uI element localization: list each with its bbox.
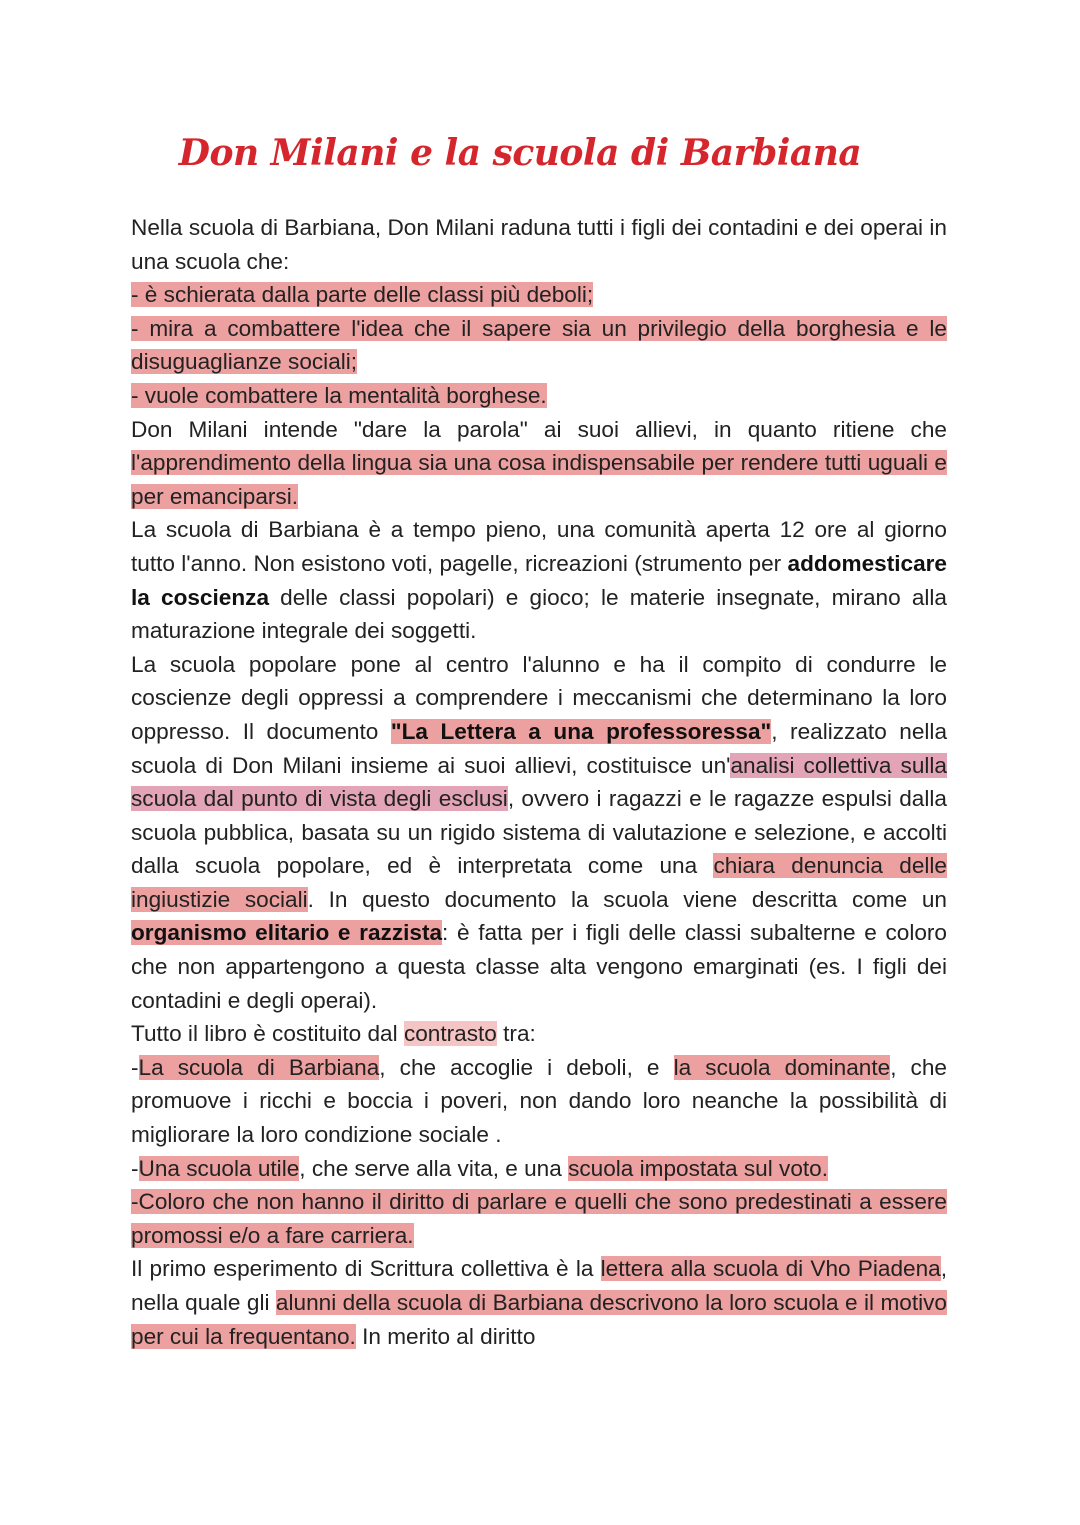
highlight-span: la scuola dominante <box>673 1054 891 1080</box>
highlight-span: Una scuola utile <box>138 1155 300 1181</box>
highlight-span: l'apprendimento della lingua sia una cosa indispensabile per rendere tutti uguali e per emanciparsi. <box>131 450 947 509</box>
bullet-highlight: - è schierata dalla parte delle classi più deboli; <box>131 282 594 308</box>
text-span: , nella quale gli <box>131 1256 947 1315</box>
text-span: . In questo documento la scuola viene descritta come un <box>307 886 947 912</box>
bullet-highlight: - mira a combattere l'idea che il sapere sia un privilegio della borghesia e le disuguaglianze sociali; <box>131 315 947 375</box>
text-span: Don Milani intende "dare la parola" ai suoi allievi, in quanto ritiene che <box>131 416 947 442</box>
text-span: , realizzato nella scuola di Don Milani insieme ai suoi allievi, costituisce un' <box>131 718 948 778</box>
text-span: , che serve alla vita, e una <box>299 1155 569 1181</box>
paragraph-scrittura-collettiva <box>131 1252 947 1353</box>
paragraph-contrast-3 <box>131 1185 947 1252</box>
text-span: - <box>131 1155 139 1181</box>
highlight-span: La scuola di Barbiana <box>138 1054 380 1080</box>
paragraph-dare-la-parola <box>131 413 947 514</box>
paragraph-tempo-pieno <box>131 513 947 647</box>
highlight-span: alunni della scuola di Barbiana descrivono la loro scuola e il motivo per cui la frequentano. <box>131 1290 947 1349</box>
document-body <box>131 211 947 1353</box>
text-span: Il primo esperimento di Scrittura collettiva è la <box>131 1256 601 1282</box>
bullet-highlight: - vuole combattere la mentalità borghese. <box>131 382 547 408</box>
text-span: , che promuove i ricchi e boccia i poveri, non dando loro neanche la possibilità di migliorare la loro condizione sociale . <box>131 1054 947 1148</box>
text-span: - <box>131 1054 139 1080</box>
paragraph-contrast-1 <box>131 1051 947 1152</box>
paragraph-contrast-2 <box>131 1152 947 1186</box>
intro-text: Nella scuola di Barbiana, Don Milani raduna tutti i figli dei contadini e dei operai in una scuola che: <box>131 215 947 274</box>
paragraph-contrasto <box>131 1017 947 1051</box>
highlight-span: scuola impostata sul voto. <box>568 1155 829 1181</box>
highlight-span: chiara denuncia delle ingiustizie sociali <box>131 853 947 912</box>
highlight-span: lettera alla scuola di Vho Piadena <box>600 1256 941 1282</box>
text-span: delle classi popolari) e gioco; le materie insegnate, mirano alla maturazione integrale dei soggetti. <box>131 584 948 644</box>
text-span: , ovvero i ragazzi e le ragazze espulsi dalla scuola pubblica, basata su un rigido sistema di valutazione e selezione, e accolti dalla scuola popolare, ed è interpretata come una <box>131 786 947 879</box>
paragraph-intro <box>131 211 947 413</box>
paragraph-scuola-popolare <box>131 648 947 1018</box>
text-span: : è fatta per i figli delle classi subalterne e coloro che non appartengono a questa classe alta vengono emarginati (es. I figli dei contadini e degli operai). <box>131 920 948 1013</box>
text-span: , che accoglie i deboli, e <box>379 1054 674 1080</box>
highlight-span: contrasto <box>403 1021 497 1047</box>
text-span: In merito al diritto <box>355 1323 536 1349</box>
text-span: La scuola popolare pone al centro l'alunno e ha il compito di condurre le coscienze degli oppressi a comprendere i meccanismi che determinano la loro oppresso. Il documento <box>131 651 947 744</box>
text-span: La scuola di Barbiana è a tempo pieno, una comunità aperta 12 ore al giorno tutto l'anno. Non esistono voti, pagelle, ricreazioni (strumento per <box>131 517 947 576</box>
text-span: tra: <box>496 1021 536 1047</box>
page-title: Don Milani e la scuola di Barbiana <box>178 132 862 174</box>
bold-span: addomesticare la coscienza <box>131 550 947 610</box>
highlight-span: -Coloro che non hanno il diritto di parlare e quelli che sono predestinati a essere promossi e/o a fare carriera. <box>131 1189 947 1248</box>
bold-highlight-span: "La Lettera a una professoressa" <box>390 718 772 744</box>
text-span: Tutto il libro è costituito dal <box>131 1021 404 1047</box>
highlight-span: analisi collettiva sulla scuola dal punto di vista degli esclusi <box>131 752 947 812</box>
bold-highlight-span: organismo elitario e razzista <box>131 920 443 946</box>
